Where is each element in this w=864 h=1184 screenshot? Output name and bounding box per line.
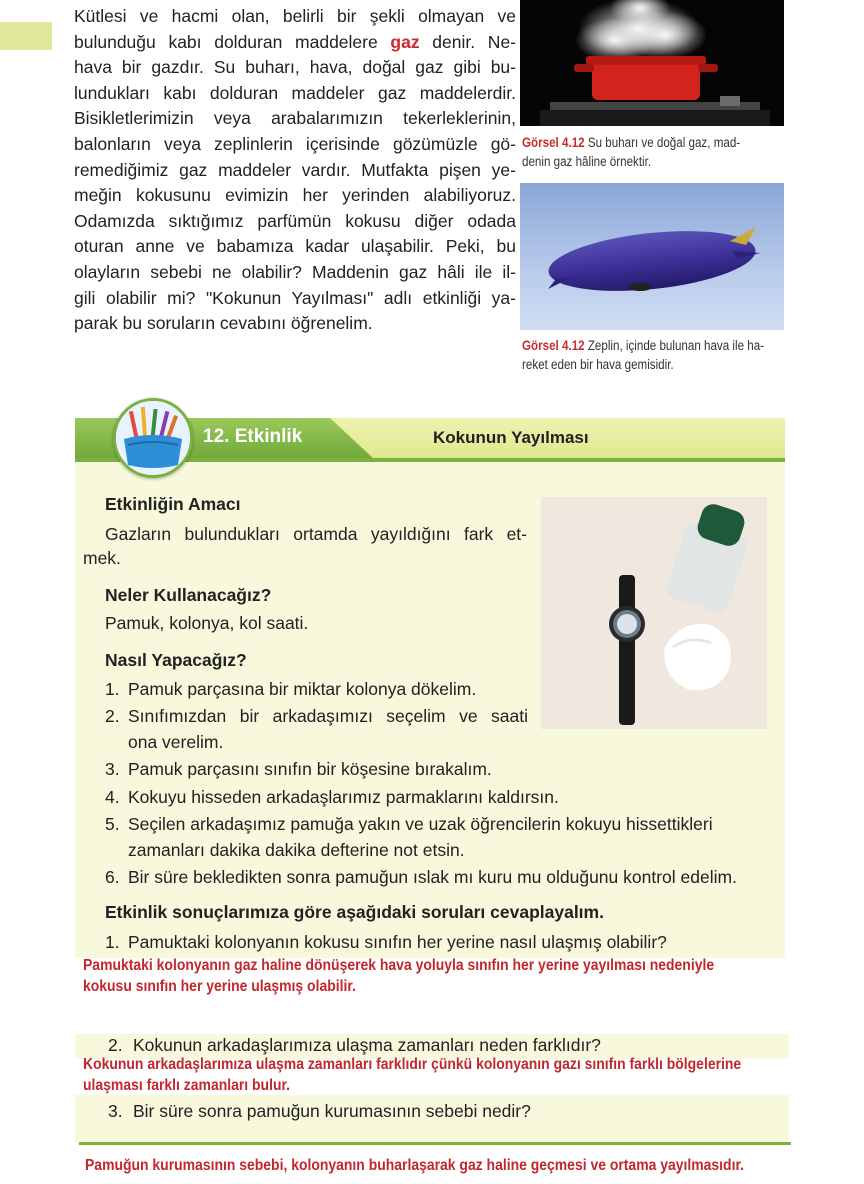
answer-text: Pamuktaki kolonyanın gaz haline dönüşerek hava yoluyla sınıfın her yerine yayılması nedeniyle <box>83 957 715 974</box>
activity-number: 12. Etkinlik <box>203 426 303 447</box>
answer-text: kokusu sınıfın her yerine ulaşmış olabilir. <box>83 978 356 995</box>
intro-line: balonların veya zeplinlerin içerisinde gözümüzle gö- <box>74 133 516 154</box>
figure-caption-zeppelin <box>522 336 780 374</box>
answer-text: ulaşması farklı zamanları bulur. <box>83 1077 291 1094</box>
answer-text: Kokunun arkadaşlarımıza ulaşma zamanları farklıdır çünkü kolonyanın gazı sınıfın farklı bölgelerine <box>83 1056 742 1073</box>
step-text: Pamuk parçasını sınıfın bir köşesine bırakalım. <box>128 759 492 779</box>
intro-line: lundukları kabı dolduran maddeler gaz maddelerdir. <box>74 82 516 103</box>
intro-line: oturan anne ve babamıza kadar ulaşabilir. Peki, bu <box>74 236 516 257</box>
bottom-rule <box>79 1142 791 1145</box>
step-text: Kokuyu hisseden arkadaşlarımız parmaklarını kaldırsın. <box>128 787 559 807</box>
intro-line: hava bir gazdır. Su buharı, hava, doğal gaz gibi bu- <box>74 57 516 78</box>
question-text: Pamuktaki kolonyanın kokusu sınıfın her yerine nasıl ulaşmış olabilir? <box>128 932 667 952</box>
steam-pot-photo <box>520 0 784 126</box>
figure-label: Görsel 4.12 <box>522 338 585 353</box>
purpose-line-1: Gazların bulundukları ortamda yayıldığını fark et- <box>105 524 527 544</box>
answer-text: Pamuğun kurumasının sebebi, kolonyanın buharlaşarak gaz haline geçmesi ve ortama yayılmasıdır. <box>85 1157 744 1174</box>
materials-heading: Neler Kullanacağız? <box>105 585 272 605</box>
intro-line-tail: denir. Ne- <box>419 31 517 52</box>
question-text: Kokunun arkadaşlarımıza ulaşma zamanları neden farklıdır? <box>133 1035 601 1055</box>
step-number: 3. <box>105 759 120 779</box>
step-text-continued: ona verelim. <box>128 732 224 752</box>
step-text: Bir süre bekledikten sonra pamuğun ıslak mı kuru mu olduğunu kontrol edelim. <box>128 867 737 887</box>
question-text: Bir süre sonra pamuğun kurumasının sebebi nedir? <box>133 1101 531 1121</box>
figure-label: Görsel 4.12 <box>522 135 585 150</box>
intro-line: meğin kokusunu evimizin her yerinden alabiliyoruz. <box>74 185 516 206</box>
caption-text: Su buharı ve doğal gaz, mad- <box>584 135 741 150</box>
activity-title: Kokunun Yayılması <box>433 428 589 447</box>
caption-text: denin gaz hâline örnektir. <box>522 154 652 169</box>
question-number: 3. <box>108 1101 123 1121</box>
step-text: Sınıfımızdan bir arkadaşımızı seçelim ve saati <box>128 706 528 726</box>
question-number: 1. <box>105 932 120 952</box>
figure-caption-steam <box>522 133 780 171</box>
step-number: 4. <box>105 787 120 807</box>
materials-list: Pamuk, kolonya, kol saati. <box>105 613 309 633</box>
step-number: 1. <box>105 679 120 699</box>
materials-photo <box>541 497 767 729</box>
zeppelin-illustration <box>520 183 784 330</box>
results-heading: Etkinlik sonuçlarımıza göre aşağıdaki soruları cevaplayalım. <box>105 902 604 922</box>
step-text: Pamuk parçasına bir miktar kolonya dökelim. <box>128 679 477 699</box>
intro-line: gili olabilir mi? "Kokunun Yayılması" adlı etkinliği ya- <box>74 287 516 308</box>
intro-line: Odamızda sıktığımız parfümün kokusu diğer odada <box>74 210 516 231</box>
pencil-case-icon <box>113 398 193 478</box>
purpose-line-2: mek. <box>83 548 121 568</box>
zeppelin-photo <box>520 183 784 330</box>
caption-text: Zeplin, içinde bulunan hava ile ha- <box>584 338 765 353</box>
intro-line: remediğimiz gaz maddeler vardır. Mutfakta pişen ye- <box>74 159 516 180</box>
step-number: 5. <box>105 814 120 834</box>
page-tab-marker <box>0 22 52 50</box>
step-number: 6. <box>105 867 120 887</box>
step-text-continued: zamanları dakika dakika defterine not etsin. <box>128 840 465 860</box>
intro-line-text: bulunduğu kabı dolduran maddelere <box>74 31 391 52</box>
intro-line-gaz <box>74 30 516 56</box>
gaz-highlight: gaz <box>390 31 420 52</box>
intro-line: Bisikletlerimizin veya arabalarımızın tekerleklerinin, <box>74 108 516 129</box>
materials-illustration <box>541 497 767 729</box>
pencil-case-illustration <box>116 401 190 475</box>
question-number: 2. <box>108 1035 123 1055</box>
purpose-heading: Etkinliğin Amacı <box>105 494 241 514</box>
step-number: 2. <box>105 706 120 726</box>
intro-line: Kütlesi ve hacmi olan, belirli bir şekli olmayan ve <box>74 6 516 26</box>
caption-text: reket eden bir hava gemisidir. <box>522 357 674 372</box>
how-heading: Nasıl Yapacağız? <box>105 650 247 670</box>
step-text: Seçilen arkadaşımız pamuğa yakın ve uzak öğrencilerin kokuyu hissettikleri <box>128 814 713 834</box>
intro-paragraph <box>74 4 516 337</box>
intro-line: parak bu soruların cevabını öğrenelim. <box>74 313 373 334</box>
steam-pot-illustration <box>520 0 784 126</box>
intro-line: olayların sebebi ne olabilir? Maddenin gaz hâli ile il- <box>74 261 516 282</box>
